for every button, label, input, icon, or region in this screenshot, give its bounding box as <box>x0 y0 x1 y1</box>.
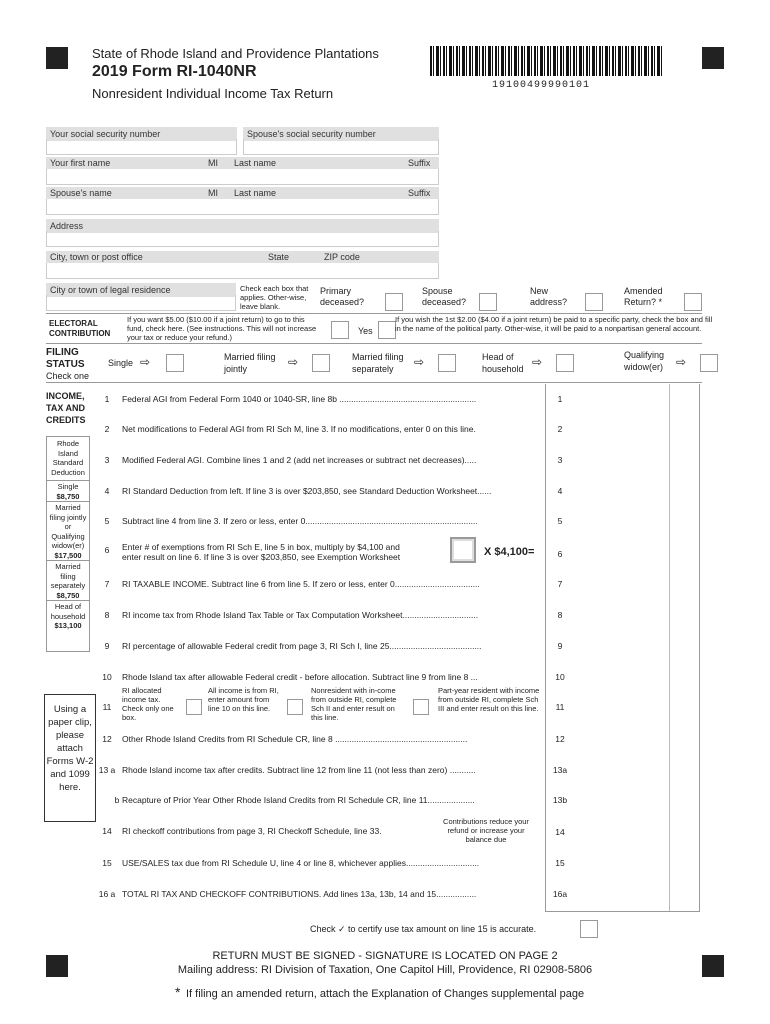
primary-deceased-checkbox[interactable] <box>385 293 403 311</box>
line-8-input[interactable] <box>546 602 700 629</box>
qw-label: Qualifying widow(er) <box>624 350 665 372</box>
filing-title-line2: STATUS <box>46 359 85 370</box>
line-6-input[interactable] <box>546 537 700 571</box>
line-13b-input[interactable] <box>546 787 700 814</box>
electoral-title-line2: CONTRIBUTION <box>49 329 111 338</box>
hoh-label: Head of household <box>482 352 524 374</box>
sd-hoh: Head of household <box>47 600 89 621</box>
spouse-deceased-checkbox[interactable] <box>479 293 497 311</box>
electoral-title <box>49 319 110 339</box>
line-14-input[interactable] <box>546 815 700 847</box>
line-text: Recapture of Prior Year Other Rhode Island Credits from RI Schedule CR, line 11.................... <box>122 795 475 805</box>
line-box: 13b <box>552 795 568 805</box>
divider <box>46 382 702 383</box>
line-box: 10 <box>555 672 565 682</box>
line-2-input[interactable] <box>546 416 700 443</box>
line-num: 8 <box>104 610 110 620</box>
sd-mfs-amt: $8,750 <box>56 590 80 600</box>
amended-return-checkbox[interactable] <box>684 293 702 311</box>
arrow-right-icon: ⇨ <box>532 355 543 369</box>
ssn-label: Your social security number <box>46 127 237 141</box>
new-address-label: New address? <box>530 286 568 307</box>
line-11-d-text: Part-year resident with income from outside RI, complete Sch III and enter result on this line. <box>438 686 540 713</box>
line-box: 7 <box>557 579 563 589</box>
arrow-right-icon: ⇨ <box>676 355 687 369</box>
arrow-right-icon: ⇨ <box>140 355 151 369</box>
spouse-last-name-label: Last name <box>234 188 277 198</box>
ssn-input[interactable] <box>46 139 237 155</box>
sd-single-amt: $8,750 <box>56 491 80 501</box>
line-15-input[interactable] <box>546 850 700 877</box>
mfj-checkbox[interactable] <box>312 354 330 372</box>
line-11-a-text: RI allocated income tax. Check only one box. <box>122 686 174 722</box>
line-text: RI checkoff contributions from page 3, RI Checkoff Schedule, line 33. <box>122 826 382 836</box>
check-note: Check each box that applies. Other-wise, leave blank. <box>240 284 309 311</box>
electoral-right-text: If you wish the 1st $2.00 ($4.00 if a joint return) be paid to a specific party, check the box and fill in the name of the political party. Other-wise, it will be paid to a nonpartisan general account. <box>395 315 713 333</box>
line-16a-input[interactable] <box>546 881 700 909</box>
mfj-label: Married filing jointly <box>224 352 276 374</box>
line-text: Net modifications to Federal AGI from RI Sch M, line 3. If no modifications, enter 0 on this line. <box>122 424 476 434</box>
line-box: 5 <box>557 516 563 526</box>
line-9-input[interactable] <box>546 633 700 660</box>
line-num: 2 <box>104 424 110 434</box>
line-num: 4 <box>104 486 110 496</box>
line-10-input[interactable] <box>546 664 700 684</box>
line-text: Rhode Island income tax after credits. Subtract line 12 from line 11 (not less than zero) ........... <box>122 765 476 775</box>
line-11-option-all-ri-checkbox[interactable] <box>186 699 202 715</box>
spouse-deceased-label: Spouse deceased? <box>422 286 467 307</box>
barcode <box>430 46 662 76</box>
qw-checkbox[interactable] <box>700 354 718 372</box>
political-party-checkbox[interactable] <box>378 321 396 339</box>
sd-single: Single <box>47 480 89 492</box>
line-box: 14 <box>555 827 565 837</box>
line-text: Subtract line 4 from line 3. If zero or less, enter 0......................................................................... <box>122 516 478 526</box>
line-text <box>122 542 400 562</box>
sd-mfs: Married filing separately <box>47 560 89 591</box>
sd-title: Rhode Island Standard Deduction <box>51 439 85 477</box>
spouse-mi-label: MI <box>208 188 218 198</box>
last-name-label: Last name <box>234 158 277 168</box>
line-text: USE/SALES tax due from RI Schedule U, line 4 or line 8, whichever applies............................... <box>122 858 480 868</box>
line-num: 14 <box>102 826 112 836</box>
amended-return-label: Amended Return? * <box>624 286 663 307</box>
line-11-option-nonresident-checkbox[interactable] <box>287 699 303 715</box>
line-text: RI percentage of allowable Federal credit from page 3, RI Sch I, line 25....................................... <box>122 641 482 651</box>
spouse-ssn-input[interactable] <box>243 139 439 155</box>
sd-mfj-amt: $17,500 <box>54 550 82 560</box>
line-text: RI TAXABLE INCOME. Subtract line 6 from line 5. If zero or less, enter 0.................................... <box>122 579 480 589</box>
line-text: Federal AGI from Federal Form 1040 or 1040-SR, line 8b .......................................................... <box>122 394 477 404</box>
city-label: City, town or post office <box>50 252 143 262</box>
line-num: 10 <box>102 672 112 682</box>
legal-residence-input[interactable] <box>46 295 236 311</box>
line-text: Other Rhode Island Credits from RI Schedule CR, line 8 ........................................................ <box>122 734 468 744</box>
line-12-input[interactable] <box>546 730 700 754</box>
state-title: State of Rhode Island and Providence Plantations <box>92 46 379 61</box>
single-label: Single <box>108 358 134 368</box>
line-box: 9 <box>557 641 563 651</box>
line-box: 1 <box>557 394 563 404</box>
city-input[interactable] <box>46 263 439 279</box>
line-text: RI income tax from Rhode Island Tax Table or Tax Computation Worksheet................................ <box>122 610 479 620</box>
electoral-left-text: If you want $5.00 ($10.00 if a joint return) to go to this fund, check here. (See instructions. This will not increase your tax or reduce your refund.) <box>127 315 317 342</box>
mfs-checkbox[interactable] <box>438 354 456 372</box>
line-box: 12 <box>555 734 565 744</box>
line-box: 11 <box>555 702 565 712</box>
first-name-label: Your first name <box>50 158 111 168</box>
line-box: 6 <box>557 549 563 559</box>
hoh-checkbox[interactable] <box>556 354 574 372</box>
single-checkbox[interactable] <box>166 354 184 372</box>
line-7-input[interactable] <box>546 571 700 598</box>
divider <box>46 343 702 344</box>
line-box: 8 <box>557 610 563 620</box>
certify-use-tax-checkbox[interactable] <box>580 920 598 938</box>
barcode-number: 19100499990101 <box>492 80 591 91</box>
line-text: TOTAL RI TAX AND CHECKOFF CONTRIBUTIONS. Add lines 13a, 13b, 14 and 15................. <box>122 889 477 899</box>
line-text: Modified Federal AGI. Combine lines 1 and 2 (add net increases or subtract net decreases)..... <box>122 455 477 465</box>
state-label: State <box>268 252 290 262</box>
line-box: 13a <box>552 765 568 775</box>
line-6-text-1: Enter # of exemptions from RI Sch E, line 5 in box, multiply by $4,100 and <box>122 542 400 552</box>
line-11-input[interactable] <box>546 686 700 730</box>
form-title: 2019 Form RI-1040NR <box>92 63 257 80</box>
arrow-right-icon: ⇨ <box>288 355 299 369</box>
line-num: 9 <box>104 641 110 651</box>
line-num: 6 <box>104 545 110 555</box>
line-11-option-partyear-checkbox[interactable] <box>413 699 429 715</box>
line-11-b-text: All income is from RI, enter amount from line 10 on this line. <box>208 686 279 713</box>
line-num: 1 <box>104 394 110 404</box>
sd-hoh-amt: $13,100 <box>54 621 82 630</box>
line-6-text-2: enter result on line 6. If line 3 is over $203,850, see Exemption Worksheet <box>122 552 401 562</box>
line-num: 13 a <box>98 765 116 775</box>
spouse-ssn-label: Spouse's social security number <box>243 127 439 141</box>
electoral-title-line1: ELECTORAL <box>49 319 98 328</box>
suffix-label: Suffix <box>408 158 431 168</box>
line-box: 15 <box>555 858 565 868</box>
new-address-checkbox[interactable] <box>585 293 603 311</box>
spouse-name-input[interactable] <box>46 199 439 215</box>
line-13a-input[interactable] <box>546 757 700 784</box>
amended-star: * <box>175 984 181 1000</box>
electoral-fund-checkbox[interactable] <box>331 321 349 339</box>
divider <box>46 313 702 314</box>
line-box: 16a <box>552 889 568 899</box>
line-num: b <box>114 795 120 805</box>
exemption-multiplier: X $4,100= <box>484 546 535 558</box>
line-num: 16 a <box>98 889 116 899</box>
divider <box>545 911 700 912</box>
check-one-label: Check one <box>46 371 90 381</box>
standard-deduction-sidebar <box>46 436 90 652</box>
filing-title-line1: FILING <box>46 347 79 358</box>
spouse-suffix-label: Suffix <box>408 188 431 198</box>
contributions-note: Contributions reduce your refund or increase your balance due <box>443 817 529 844</box>
electoral-yes-label: Yes <box>358 326 373 336</box>
line-box: 4 <box>557 486 563 496</box>
mfs-label: Married filing separately <box>352 352 404 374</box>
line-num: 7 <box>104 579 110 589</box>
sign-notice: RETURN MUST BE SIGNED - SIGNATURE IS LOCATED ON PAGE 2 <box>212 950 558 962</box>
income-section-title: INCOME, TAX AND CREDITS <box>46 391 86 425</box>
address-label: Address <box>46 219 439 233</box>
filing-status-title <box>46 347 85 371</box>
mi-label: MI <box>208 158 218 168</box>
registration-mark-top-right <box>702 47 724 69</box>
line-text: Rhode Island tax after allowable Federal credit - before allocation. Subtract line 9 from line 8 ... <box>122 672 478 682</box>
line-3-input[interactable] <box>546 447 700 474</box>
line-box: 2 <box>557 424 563 434</box>
zip-label: ZIP code <box>324 252 360 262</box>
paper-clip-note: Using a paper clip, please attach Forms W-2 and 1099 here. <box>44 694 96 822</box>
address-input[interactable] <box>46 231 439 247</box>
line-5-input[interactable] <box>546 508 700 535</box>
line-4-input[interactable] <box>546 478 700 505</box>
primary-deceased-label: Primary deceased? <box>320 286 365 307</box>
sd-mfj: Married filing jointly or Qualifying widow(er) <box>47 501 89 551</box>
legal-residence-label: City or town of legal residence <box>46 283 236 297</box>
line-11-c-text: Nonresident with in-come from outside RI, complete Sch II and enter result on this line. <box>311 686 397 722</box>
line-num: 3 <box>104 455 110 465</box>
arrow-right-icon: ⇨ <box>414 355 425 369</box>
line-num: 5 <box>104 516 110 526</box>
line-box: 3 <box>557 455 563 465</box>
exemptions-count-input[interactable] <box>450 537 476 563</box>
line-1-input[interactable] <box>546 386 700 413</box>
line-num: 11 <box>102 702 112 712</box>
registration-mark-top-left <box>46 47 68 69</box>
line-text: RI Standard Deduction from left. If line 3 is over $203,850, see Standard Deduction Worksheet...... <box>122 486 492 496</box>
amended-note: If filing an amended return, attach the Explanation of Changes supplemental page <box>186 988 585 1000</box>
line-num: 15 <box>102 858 112 868</box>
first-name-input[interactable] <box>46 169 439 185</box>
spouse-name-label: Spouse's name <box>50 188 112 198</box>
mailing-address: Mailing address: RI Division of Taxation, One Capitol Hill, Providence, RI 02908-5806 <box>177 964 593 976</box>
line-num: 12 <box>102 734 112 744</box>
certify-use-tax-label: Check ✓ to certify use tax amount on line 15 is accurate. <box>310 924 537 934</box>
form-subtitle: Nonresident Individual Income Tax Return <box>92 86 334 101</box>
